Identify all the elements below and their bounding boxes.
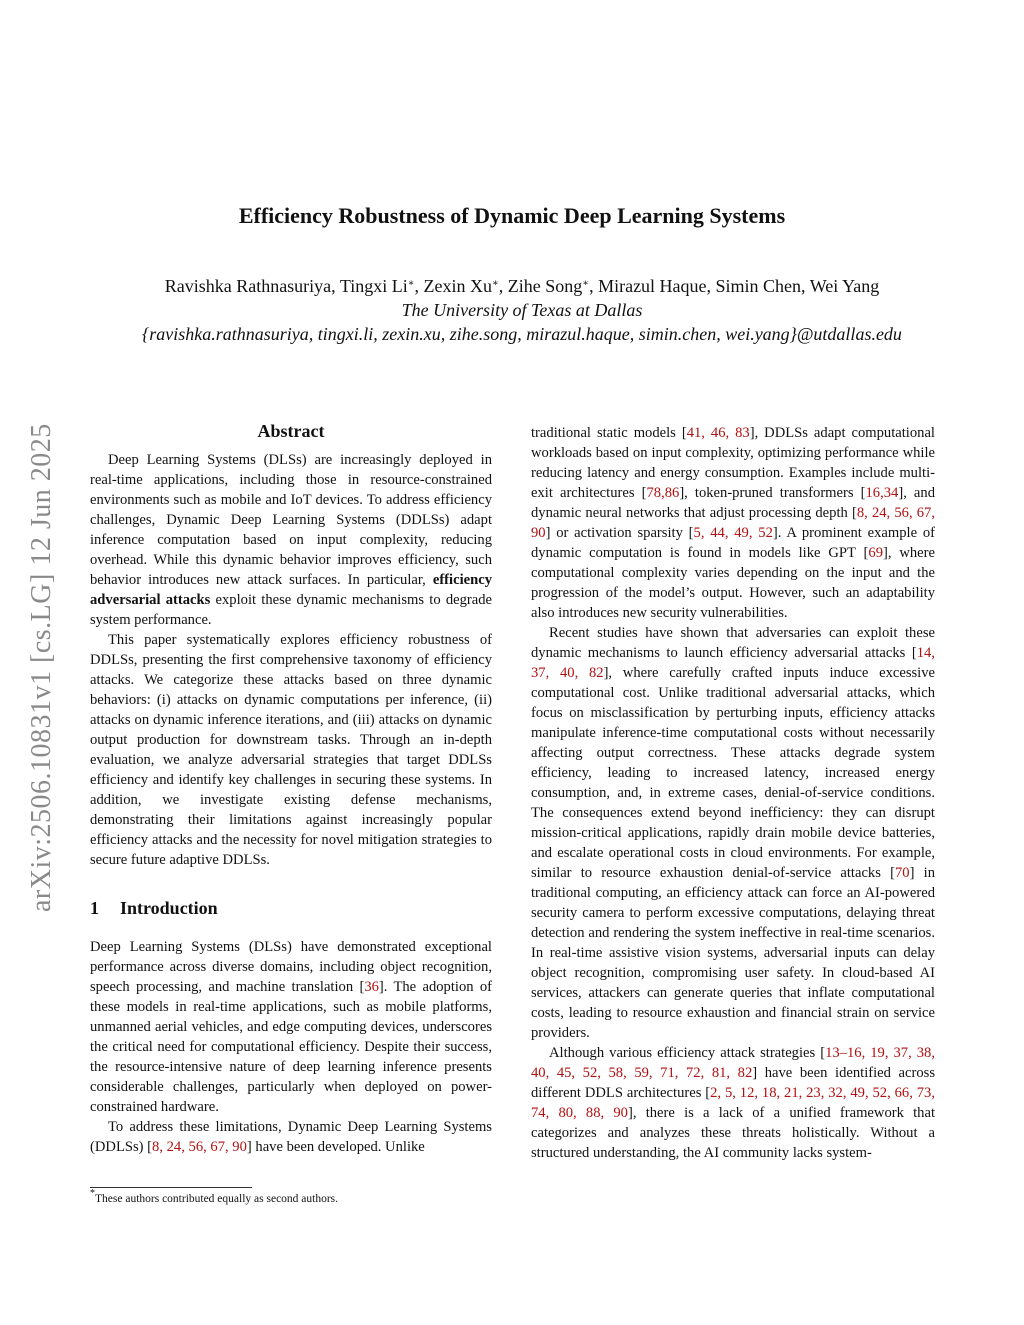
equal-contribution-mark: ∗ [407, 278, 415, 289]
affiliation: The University of Texas at Dallas [401, 300, 643, 320]
abstract-paragraph: Deep Learning Systems (DLSs) are increasingly deployed in real-time applications, including those in resource-constrained environments such as mobile and IoT devices. To address efficiency challenges, Dynamic Deep Learning Systems (DDLSs) adapt inference computation based on input complexity, reducing overhead. While this dynamic behavior improves efficiency, such behavior introduces new attack surfaces. In particular, efficiency adversarial attacks exploit these dynamic mechanisms to degrade system performance. [90, 452, 492, 628]
citation-link[interactable]: 8, 24, 56, 67, 90 [531, 505, 935, 541]
intro-paragraph: To address these limitations, Dynamic Deep Learning Systems (DDLSs) [8, 24, 56, 67, 90] have been developed. Unlike [90, 1119, 492, 1155]
author-emails: {ravishka.rathnasuriya, tingxi.li, zexin.xu, zihe.song, mirazul.haque, simin.chen, wei.yang}@utdallas.edu [142, 324, 902, 344]
introduction-body-left [90, 937, 492, 1157]
citation-link[interactable]: 41, 46, 83 [686, 425, 750, 441]
abstract-paragraph: This paper systematically explores efficiency robustness of DDLSs, presenting the first comprehensive taxonomy of efficiency attacks. We categorize these attacks based on three dynamic behaviors: (i) attacks on dynamic computations per inference, (ii) attacks on dynamic inference iterations, and (iii) attacks on dynamic output production for downstream tasks. Through an in-depth evaluation, we analyze adversarial strategies that target DDLSs efficiency and identify key challenges in securing these systems. In addition, we investigate existing defense mechanisms, demonstrating their limitations against increasingly popular efficiency attacks and the necessity for novel mitigation strategies to secure future adaptive DDLSs. [90, 632, 492, 868]
section-heading-introduction: 1 Introduction [90, 898, 218, 918]
intro-paragraph: Recent studies have shown that adversaries can exploit these dynamic mechanisms to launch efficiency adversarial attacks [14, 37, 40, 82], where carefully crafted inputs induce excessive computational cost. Unlike traditional adversarial attacks, which focus on misclassification by perturbing inputs, efficiency attacks manipulate inference-time computational costs without necessarily affecting output correctness. These attacks degrade system efficiency, leading to increased latency, increased energy consumption, and, in extreme cases, denial-of-service conditions. The consequences extend beyond inefficiency: they can disrupt mission-critical applications, rapidly drain mobile device batteries, and escalate operational costs in cloud environments. For example, similar to resource exhaustion denial-of-service attacks [70] in traditional computing, an efficiency attack can force an AI-powered security camera to perform excessive computations, delaying threat detection and rendering the system ineffective in real-time scenarios. In real-time assistive vision systems, adversarial inputs can delay object recognition, compromising user safety. In cloud-based AI services, attackers can generate queries that inflate computational costs, leading to resource exhaustion and financial strain on service providers. [531, 625, 936, 1041]
intro-paragraph: Deep Learning Systems (DLSs) have demonstrated exceptional performance across diverse domains, including object recognition, speech processing, and machine translation [36]. The adoption of these models in real-time applications, such as mobile platforms, unmanned aerial vehicles, and edge computing devices, underscores the critical need for computational efficiency. Despite their success, the resource-intensive nature of deep learning inference presents considerable challenges, particularly when deployed on power-constrained hardware. [90, 939, 493, 1115]
citation-link[interactable]: 36 [364, 979, 379, 995]
footnote-rule [90, 1187, 252, 1188]
citation-link[interactable]: 69 [868, 545, 883, 561]
citation-link[interactable]: 78,86 [646, 485, 680, 501]
citation-link[interactable]: 70 [894, 865, 910, 881]
arxiv-identifier: arXiv:2506.10831v1 [cs.LG] 12 Jun 2025 [26, 423, 57, 912]
author-list: Ravishka Rathnasuriya, Tingxi Li∗, Zexin Xu∗, Zihe Song∗, Mirazul Haque, Simin Chen, Wei Yang [164, 276, 880, 296]
abstract-body [90, 450, 492, 870]
citation-link[interactable]: 16,34 [865, 485, 899, 501]
citation-link[interactable]: 2, 5, 12, 18, 21, 23, 32, 49, 52, 66, 73, 74, 80, 88, 90 [531, 1085, 935, 1121]
intro-paragraph: traditional static models [41, 46, 83], DDLSs adapt computational workloads based on input complexity, optimizing performance while reducing latency and energy consumption. Examples include multi-exit architectures [78,86], token-pruned transformers [16,34], and dynamic neural networks that adjust processing depth [8, 24, 56, 67, 90] or activation sparsity [5, 44, 49, 52]. A prominent example of dynamic computation is found in models like GPT [69], where computational complexity varies depending on the input and the progression of the model’s output. However, such an adaptability also introduces new security vulnerabilities. [531, 425, 936, 621]
abstract-heading: Abstract [257, 421, 325, 441]
footnote: *These authors contributed equally as second authors. [90, 1188, 339, 1205]
citation-link[interactable]: 13–16, 19, 37, 38, 40, 45, 52, 58, 59, 71, 72, 81, 82 [531, 1045, 935, 1081]
introduction-body-right [531, 423, 935, 1163]
intro-paragraph: Although various efficiency attack strategies [13–16, 19, 37, 38, 40, 45, 52, 58, 59, 71, 72, 81, 82] have been identified across different DDLS architectures [2, 5, 12, 18, 21, 23, 32, 49, 52, 66, 73, 74, 80, 88, 90], there is a lack of a unified framework that categorizes and analyzes these threats holistically. Without a structured understanding, the AI community lacks system- [531, 1045, 936, 1161]
citation-link[interactable]: 5, 44, 49, 52 [693, 525, 773, 541]
citation-link[interactable]: 8, 24, 56, 67, 90 [152, 1139, 247, 1155]
citation-link[interactable]: 14, 37, 40, 82 [531, 645, 935, 681]
bold-term: efficiency adversarial attacks [90, 572, 492, 608]
paper-title: Efficiency Robustness of Dynamic Deep Learning Systems [238, 203, 786, 228]
